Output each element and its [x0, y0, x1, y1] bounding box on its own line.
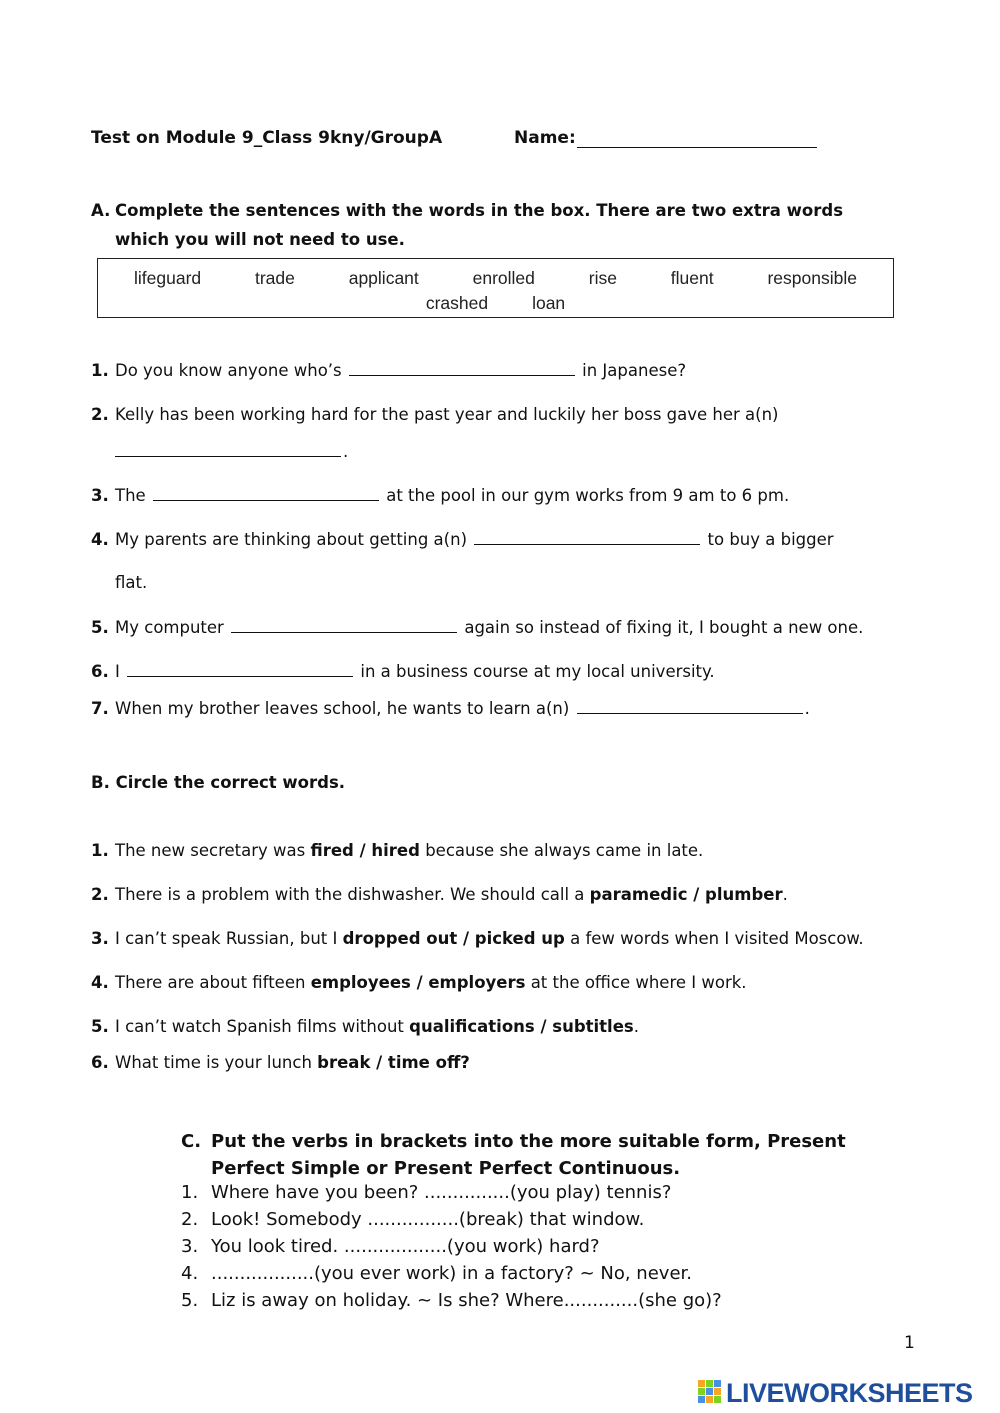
word-box-word: trade [254, 268, 295, 288]
section-a-item: 2. Kelly has been working hard for the past year and luckily her boss gave her a(n) [91, 405, 779, 424]
section-b-item: 6. What time is your lunch break / time off? [91, 1053, 470, 1072]
section-a-item: 7. When my brother leaves school, he wants to learn a(n) . [91, 699, 810, 718]
section-a-item-continuation: . [115, 442, 348, 461]
section-a-item: 6. I in a business course at my local university. [91, 662, 715, 681]
section-c-instruction [181, 1128, 881, 1182]
word-box [97, 258, 894, 318]
section-c-text: Put the verbs in brackets into the more suitable form, Present Perfect Simple or Present Perfect Continuous. [211, 1131, 846, 1179]
answer-blank[interactable] [474, 530, 700, 545]
name-label: Name: [514, 128, 576, 148]
section-c-label: C. [181, 1131, 202, 1152]
section-a-instruction [91, 196, 891, 254]
section-c-item[interactable]: 1. Where have you been? ...............(you play) tennis? [181, 1182, 672, 1203]
section-b-item: 5. I can’t watch Spanish films without qualifications / subtitles. [91, 1017, 639, 1036]
word-options[interactable]: dropped out / picked up [342, 929, 565, 948]
section-b-item: 3. I can’t speak Russian, but I dropped out / picked up a few words when I visited Moscow. [91, 929, 864, 948]
section-c-item[interactable]: 5. Liz is away on holiday. ~ Is she? Where.............(she go)? [181, 1290, 722, 1311]
page-title: Test on Module 9_Class 9kny/GroupA [91, 128, 443, 148]
word-options[interactable]: paramedic / plumber [589, 885, 783, 904]
answer-blank[interactable] [127, 662, 353, 677]
section-b-heading: B. Circle the correct words. [91, 773, 346, 792]
section-b-item: 1. The new secretary was fired / hired because she always came in late. [91, 841, 704, 860]
word-box-word: fluent [670, 268, 714, 288]
page-number: 1 [904, 1333, 915, 1353]
word-box-row-1 [134, 268, 857, 289]
section-a-item: 1. Do you know anyone who’s in Japanese? [91, 361, 687, 380]
word-box-row-2 [98, 293, 893, 314]
liveworksheets-logo-text: LIVEWORKSHEETS [726, 1377, 973, 1408]
word-box-word: responsible [767, 268, 857, 288]
word-options[interactable]: fired / hired [310, 841, 420, 860]
liveworksheets-logo-icon [698, 1380, 722, 1406]
word-options[interactable]: qualifications / subtitles [409, 1017, 634, 1036]
section-c-item[interactable]: 3. You look tired. ..................(you work) hard? [181, 1236, 600, 1257]
word-box-word: crashed [425, 293, 489, 313]
word-options[interactable]: break / time off? [317, 1053, 470, 1072]
name-blank[interactable] [577, 147, 817, 148]
word-box-word: loan [532, 293, 566, 313]
section-a-label: A. [91, 201, 111, 220]
answer-blank[interactable] [115, 442, 341, 457]
word-box-word: lifeguard [134, 268, 202, 288]
section-a-text: Complete the sentences with the words in the box. There are two extra words which you will not need to use. [115, 201, 844, 249]
section-c-item[interactable]: 4. ..................(you ever work) in a factory? ~ No, never. [181, 1263, 692, 1284]
answer-blank[interactable] [153, 486, 379, 501]
word-box-word: applicant [348, 268, 419, 288]
answer-blank[interactable] [231, 618, 457, 633]
section-a-item: 5. My computer again so instead of fixing it, I bought a new one. [91, 618, 864, 637]
word-box-word: enrolled [472, 268, 535, 288]
section-a-item-continuation: flat. [115, 573, 148, 592]
answer-blank[interactable] [577, 699, 803, 714]
word-box-word: rise [588, 268, 617, 288]
section-c-item[interactable]: 2. Look! Somebody ................(break) that window. [181, 1209, 645, 1230]
word-options[interactable]: employees / employers [310, 973, 526, 992]
section-a-item: 3. The at the pool in our gym works from 9 am to 6 pm. [91, 486, 790, 505]
liveworksheets-logo [698, 1378, 973, 1408]
answer-blank[interactable] [349, 361, 575, 376]
section-a-item: 4. My parents are thinking about getting a(n) to buy a bigger [91, 530, 834, 549]
section-b-item: 4. There are about fifteen employees / employers at the office where I work. [91, 973, 747, 992]
section-b-item: 2. There is a problem with the dishwasher. We should call a paramedic / plumber. [91, 885, 788, 904]
